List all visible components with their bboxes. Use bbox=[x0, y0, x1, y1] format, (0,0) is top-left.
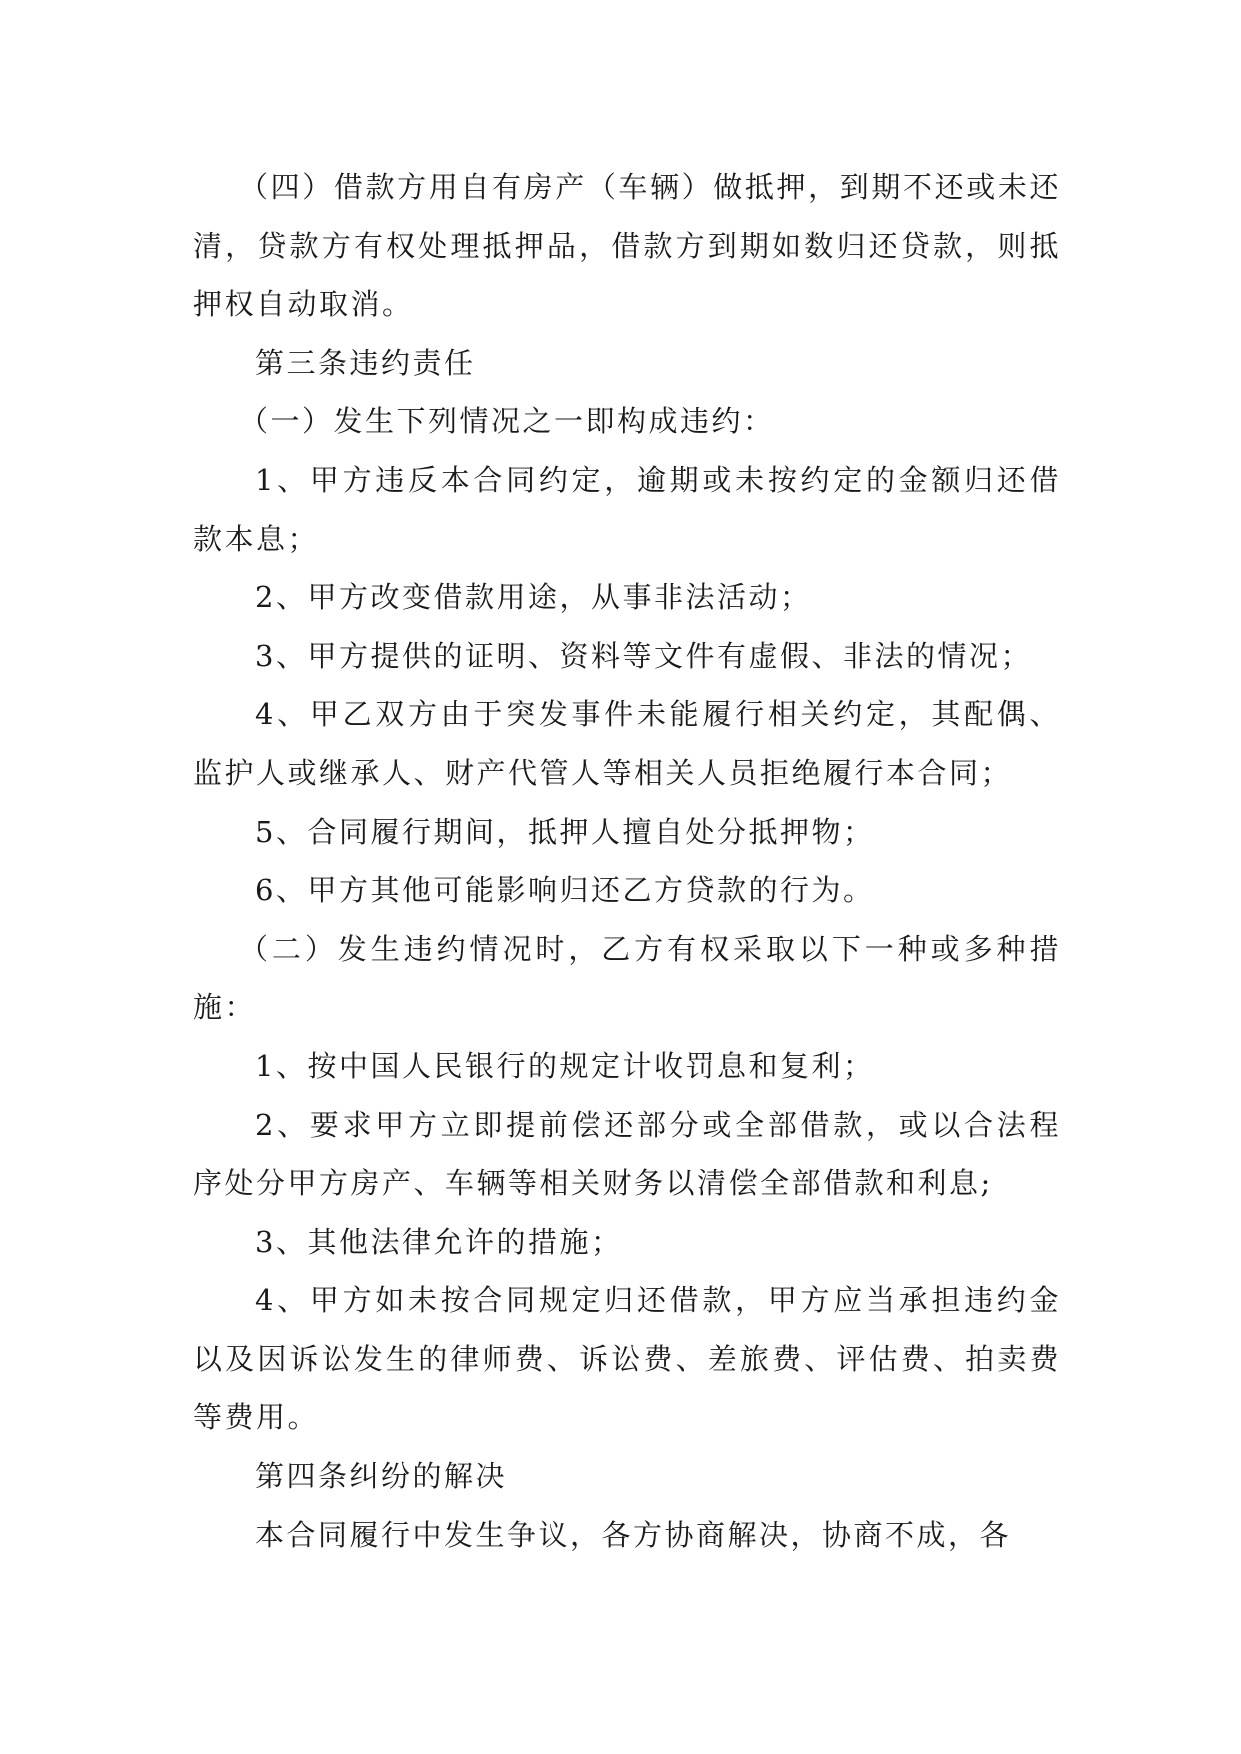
paragraph-breach-conditions-intro: （一）发生下列情况之一即构成违约： bbox=[239, 404, 775, 439]
document-body bbox=[193, 158, 1061, 1564]
list-item-breach-4: 4、甲乙双方由于突发事件未能履行相关约定，其配偶、监护人或继承人、财产代管人等相关人员拒绝履行本合同； bbox=[193, 697, 1061, 790]
paragraph-dispute-resolution: 本合同履行中发生争议，各方协商解决，协商不成，各 bbox=[255, 1517, 1012, 1552]
heading-article-4-dispute-resolution: 第四条纠纷的解决 bbox=[255, 1459, 508, 1494]
list-item-breach-5: 5、合同履行期间，抵押人擅自处分抵押物； bbox=[255, 814, 875, 849]
paragraph-remedies-intro: （二）发生违约情况时，乙方有权采取以下一种或多种措施： bbox=[193, 931, 1061, 1025]
list-item-breach-1: 1、甲方违反本合同约定，逾期或未按约定的金额归还借款本息； bbox=[193, 462, 1061, 556]
list-item-remedy-3: 3、其他法律允许的措施； bbox=[255, 1224, 623, 1259]
list-item-remedy-2: 2、要求甲方立即提前偿还部分或全部借款，或以合法程序处分甲方房产、车辆等相关财务以清偿全部借款和利息; bbox=[193, 1107, 1061, 1201]
list-item-breach-3: 3、甲方提供的证明、资料等文件有虚假、非法的情况； bbox=[255, 638, 1032, 673]
heading-article-3-breach-liability: 第三条违约责任 bbox=[255, 345, 476, 380]
paragraph-mortgage-clause: （四）借款方用自有房产（车辆）做抵押，到期不还或未还清，贷款方有权处理抵押品，借款方到期如数归还贷款，则抵押权自动取消。 bbox=[193, 170, 1061, 322]
list-item-breach-6: 6、甲方其他可能影响归还乙方贷款的行为。 bbox=[255, 873, 875, 908]
list-item-remedy-4: 4、甲方如未按合同规定归还借款，甲方应当承担违约金以及因诉讼发生的律师费、诉讼费、差旅费、评估费、拍卖费等费用。 bbox=[193, 1283, 1061, 1435]
list-item-breach-2: 2、甲方改变借款用途，从事非法活动； bbox=[255, 580, 812, 615]
list-item-remedy-1: 1、按中国人民银行的规定计收罚息和复利； bbox=[255, 1048, 875, 1083]
